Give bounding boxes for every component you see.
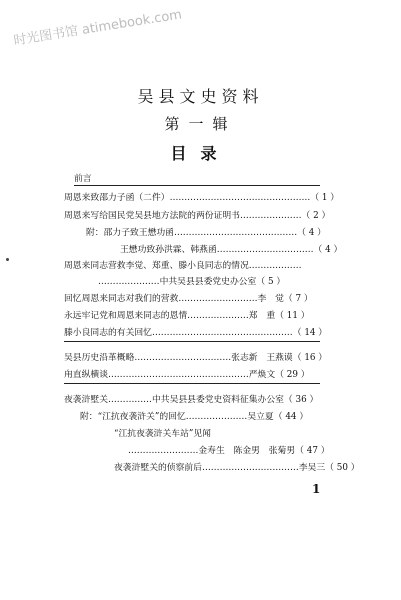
toc-entry: 夜袭浒墅关的侦察前后……………………………李吴三（ 50 ） [114,463,360,473]
toc-entry: 吴县历史沿革概略……………………………张志新 王燕谟（ 16 ） [64,353,328,363]
divider [64,383,320,384]
toc-entry: “江抗夜袭浒关车站”见闻 [114,429,211,439]
volume-title: 第一辑 [164,115,237,133]
toc-entry: 周恩来同志营救李觉、郑重、滕小良同志的情况……………… [64,261,302,271]
toc-entry: 夜袭浒墅关……………中共吴县县委党史资料征集办公室（ 36 ） [64,395,319,405]
toc-entry: 甪直纵横谈…………………………………………严焕文（ 29 ） [64,370,310,380]
toc-entry: ……………………金寿生 陈金男 张菊男（ 47 ） [128,446,330,456]
toc-entry: 王懋功致孙洪霖、韩燕函……………………………（ 4 ） [120,245,343,255]
page-number: 1 [312,482,321,496]
divider [74,185,320,186]
toc-entry: 附：邵力子致王懋功函……………………………………（ 4 ） [86,228,326,238]
toc-entry: 永远牢记党和周恩来同志的恩情…………………郑 重（ 11 ） [64,311,310,321]
toc-entry: 附：“江抗夜袭浒关”的回忆…………………吴立夏（ 44 ） [80,412,309,422]
watermark: 时光图书馆 atimebook.com [12,7,183,49]
toc-entry: 回忆周恩来同志对我们的营救………………………李 觉（ 7 ） [64,294,313,304]
toc-entry: …………………中共吴县县委党史办公室（ 5 ） [98,277,286,287]
series-title: 吴县文史资料 [137,87,264,106]
toc-entry: 滕小良同志的有关回忆…………………………………………（ 14 ） [64,328,328,338]
scan-speck [6,258,9,261]
toc-entry: 周恩来致邵力子函（二件）…………………………………………（ 1 ） [64,193,340,203]
toc-preface: 前言 [74,174,92,184]
toc-entry: 周恩来写给国民党吴县地方法院的两份证明书…………………（ 2 ） [64,211,331,221]
contents-heading: 目录 [170,144,231,163]
divider [64,341,320,342]
